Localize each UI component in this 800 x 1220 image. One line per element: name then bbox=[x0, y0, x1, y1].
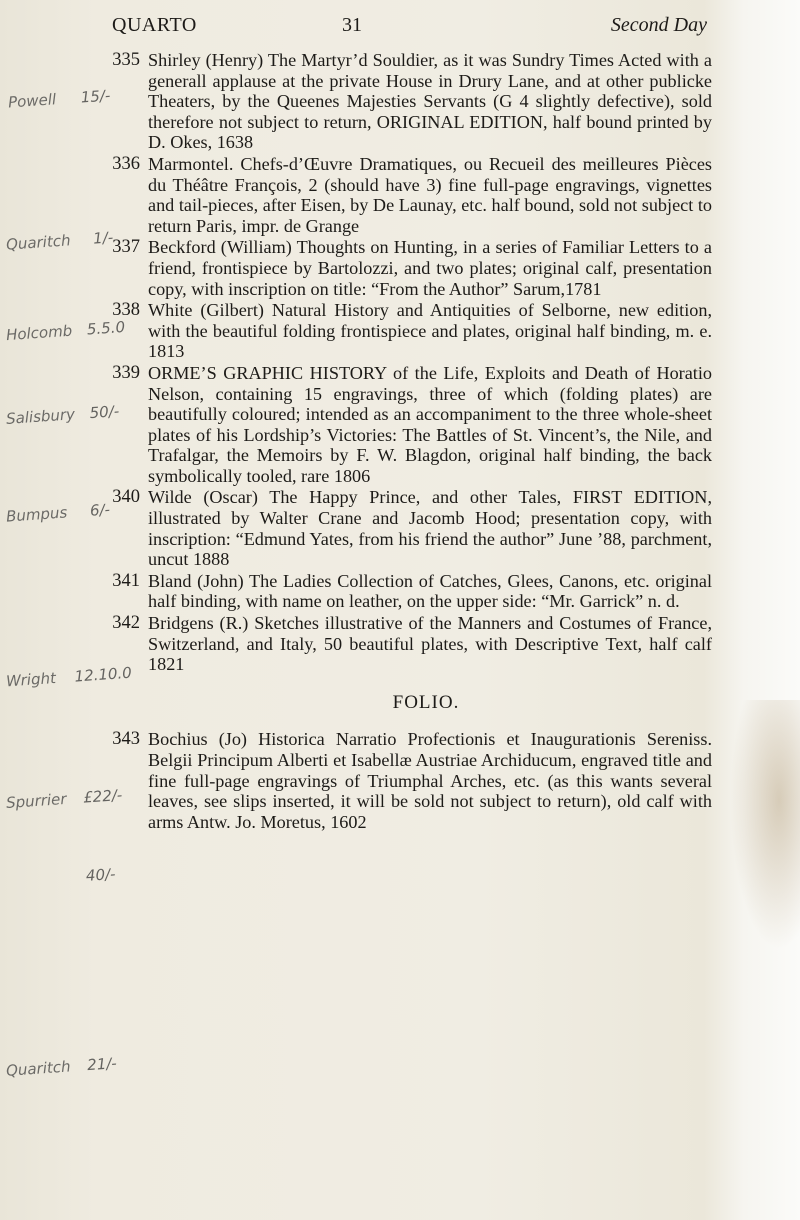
annotation-335 bbox=[7, 86, 110, 111]
price-note: 50/- bbox=[89, 402, 120, 423]
lot-entry bbox=[100, 363, 712, 487]
lot-number: 341 bbox=[112, 570, 140, 591]
price-note: 6/- bbox=[89, 500, 111, 520]
header-day: Second Day bbox=[610, 14, 707, 36]
lot-entry bbox=[100, 154, 712, 236]
lot-description: Bland (John) The Ladies Collection of Catches, Glees, Canons, etc. original half binding, with name on leather, on the upper side: “Mr. Garrick” n. d. bbox=[148, 570, 712, 612]
buyer-name: Wright bbox=[5, 668, 57, 691]
price-note: 1/- bbox=[92, 228, 114, 248]
page-number: 31 bbox=[342, 14, 362, 36]
lot-number: 338 bbox=[112, 300, 140, 321]
header-format: QUARTO bbox=[112, 14, 197, 36]
price-note: £22/- bbox=[82, 785, 123, 807]
buyer-name: Bumpus bbox=[5, 503, 68, 526]
buyer-name bbox=[25, 871, 26, 889]
page-header bbox=[112, 14, 707, 40]
lot-description: ORME’S GRAPHIC HISTORY of the Life, Exploits and Death of Horatio Nelson, containing 15 engravings, three of which (folding plates) are beautifully coloured; intended as an accompaniment to the three whole-sheet plates of his Lordship’s Victories: The Battles of St. Vincent’s, the Nile, and Trafalgar, the Memoirs by F. W. Blagdon, original half binding, the back symbolically tooled, rare 1806 bbox=[148, 362, 712, 486]
lot-description: White (Gilbert) Natural History and Antiquities of Selborne, new edition, with the beautiful folding frontispiece and plates, original half binding, m. e. 1813 bbox=[148, 300, 712, 362]
section-heading: FOLIO. bbox=[392, 691, 460, 713]
lot-description: Bochius (Jo) Historica Narratio Profectionis et Inaugurationis Sereniss. Belgii Principum Alberti et Isabellæ Austriae Archiducum, engraved title and fine full-page engravings of Triumphal Arches, etc. (as this wants several leaves, see slips inserted, it will be sold not subject to return), old calf with arms Antw. Jo. Moretus, 1602 bbox=[148, 729, 712, 832]
lot-number: 340 bbox=[112, 487, 140, 508]
lot-number: 342 bbox=[112, 613, 140, 634]
annotation-342 bbox=[25, 865, 116, 889]
lot-entry bbox=[100, 237, 712, 299]
lot-entry bbox=[100, 613, 712, 675]
annotation-343 bbox=[6, 1054, 118, 1080]
lot-entry bbox=[100, 487, 712, 569]
buyer-name: Quaritch bbox=[5, 1057, 72, 1080]
lot-number: 343 bbox=[112, 729, 140, 750]
lot-number: 339 bbox=[112, 362, 140, 383]
lot-description: Shirley (Henry) The Martyr’d Souldier, as it was Sundry Times Acted with a generall applause at the private House in Drury Lane, and at other publicke Theaters, by the Queenes Majesties Servants (G 4 slightly defective), sold therefore not subject to return, ORIGINAL EDITION, half bound printed by D. Okes, 1638 bbox=[148, 50, 712, 153]
annotation-336 bbox=[6, 228, 114, 253]
paper-stain bbox=[730, 700, 800, 950]
lot-description: Marmontel. Chefs-d’Œuvre Dramatiques, ou Recueil des meilleures Pièces du Théâtre François, 2 (should have 3) fine full-page engravings, vignettes and tail-pieces, after Eisen, by De Launay, etc. half bound, sold not subject to return Paris, impr. de Grange bbox=[148, 153, 712, 236]
lot-entry bbox=[100, 729, 712, 832]
price-note: 21/- bbox=[86, 1054, 118, 1075]
buyer-name: Powell bbox=[7, 90, 57, 112]
lot-description: Wilde (Oscar) The Happy Prince, and other Tales, FIRST EDITION, illustrated by Walter Crane and Jacomb Hood; presentation copy, with inscription: “Edmund Yates, from his friend the author” June ’88, parchment, uncut 1888 bbox=[148, 487, 712, 570]
lot-description: Bridgens (R.) Sketches illustrative of the Manners and Costumes of France, Switzerland, and Italy, 50 beautiful plates, with Descriptive Text, half calf 1821 bbox=[148, 613, 712, 675]
lot-number: 335 bbox=[112, 50, 140, 70]
buyer-name: Quaritch bbox=[5, 231, 72, 254]
annotation-339 bbox=[5, 500, 110, 525]
price-note: 15/- bbox=[80, 86, 111, 107]
price-note: 12.10.0 bbox=[73, 663, 133, 686]
lot-entry bbox=[100, 571, 712, 612]
buyer-name: Spurrier bbox=[5, 789, 68, 813]
price-note: 40/- bbox=[85, 864, 117, 885]
price-note: 5.5.0 bbox=[86, 317, 126, 339]
buyer-name: Holcomb bbox=[5, 321, 73, 345]
lot-number: 336 bbox=[112, 153, 140, 174]
lot-entry bbox=[100, 300, 712, 362]
lot-number: 337 bbox=[112, 237, 140, 258]
lot-description: Beckford (William) Thoughts on Hunting, in a series of Familiar Letters to a friend, frontispiece by Bartolozzi, and two plates; original calf, presentation copy, with inscription on title: “From the Author” Sarum,1781 bbox=[148, 237, 712, 299]
lot-list bbox=[100, 50, 712, 833]
buyer-name: Salisbury bbox=[5, 405, 76, 428]
lot-entry bbox=[100, 50, 712, 153]
